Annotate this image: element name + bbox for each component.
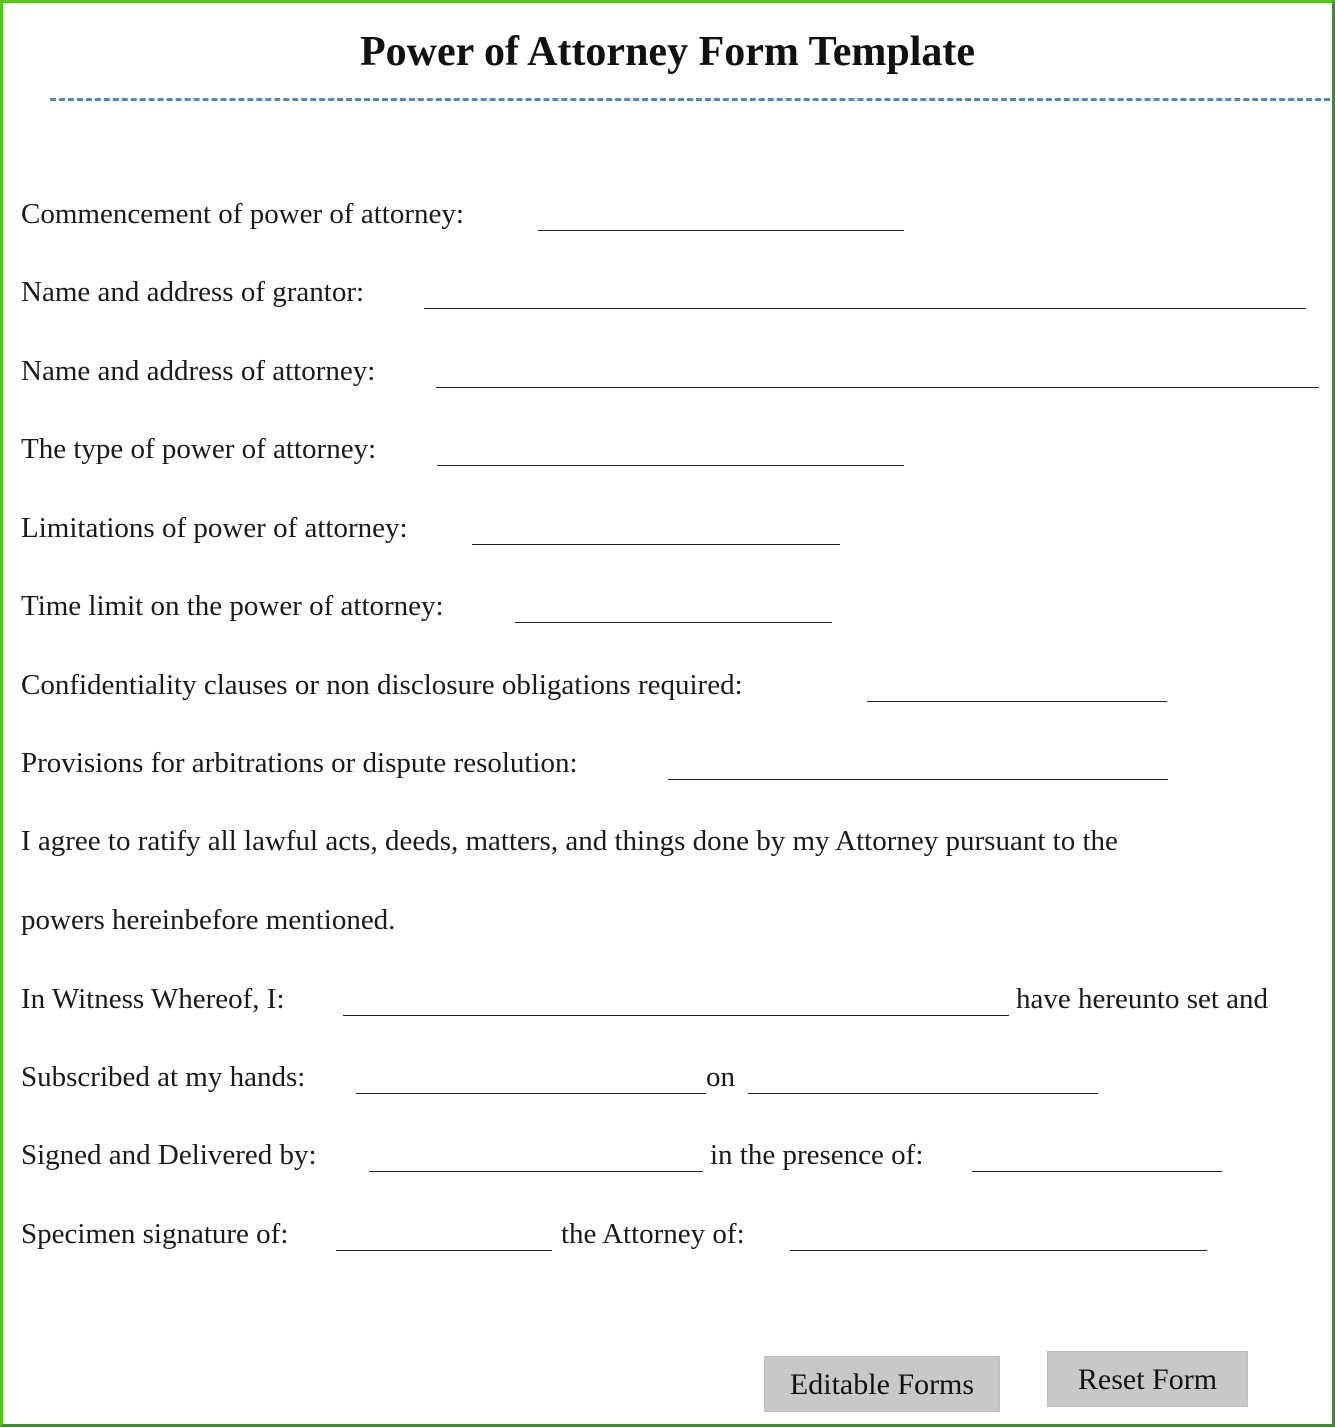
time-limit-field[interactable]	[515, 622, 832, 623]
title-divider	[50, 98, 1330, 101]
attorney-of-label: the Attorney of:	[561, 1218, 745, 1250]
subscribed-label: Subscribed at my hands:	[21, 1061, 306, 1093]
agreement-text-2: powers hereinbefore mentioned.	[21, 904, 396, 936]
editable-forms-button[interactable]: Editable Forms	[764, 1356, 1000, 1412]
subscribed-on-label: on	[706, 1061, 735, 1093]
grantor-field[interactable]	[424, 308, 1306, 309]
commencement-label: Commencement of power of attorney:	[21, 198, 464, 230]
limitations-field[interactable]	[472, 544, 840, 545]
presence-label: in the presence of:	[710, 1139, 924, 1171]
provisions-field[interactable]	[668, 779, 1168, 780]
subscribed-place-field[interactable]	[356, 1093, 706, 1094]
signed-label: Signed and Delivered by:	[21, 1139, 317, 1171]
time-limit-label: Time limit on the power of attorney:	[21, 590, 444, 622]
attorney-field[interactable]	[436, 387, 1319, 388]
limitations-label: Limitations of power of attorney:	[21, 512, 408, 544]
signed-by-field[interactable]	[369, 1171, 703, 1172]
agreement-text-1: I agree to ratify all lawful acts, deeds, matters, and things done by my Attorney pursuant to the	[21, 825, 1118, 857]
witness-suffix: have hereunto set and	[1016, 983, 1269, 1015]
confidentiality-field[interactable]	[867, 701, 1167, 702]
specimen-signature-field[interactable]	[336, 1250, 552, 1251]
specimen-label: Specimen signature of:	[21, 1218, 289, 1250]
confidentiality-label: Confidentiality clauses or non disclosure obligations required:	[21, 669, 743, 701]
provisions-label: Provisions for arbitrations or dispute resolution:	[21, 747, 578, 779]
grantor-label: Name and address of grantor:	[21, 276, 365, 308]
witness-name-field[interactable]	[343, 1015, 1009, 1016]
type-label: The type of power of attorney:	[21, 433, 377, 465]
attorney-label: Name and address of attorney:	[21, 355, 376, 387]
commencement-field[interactable]	[538, 230, 904, 231]
witness-label: In Witness Whereof, I:	[21, 983, 285, 1015]
attorney-of-field[interactable]	[790, 1250, 1207, 1251]
reset-form-button[interactable]: Reset Form	[1047, 1351, 1248, 1407]
subscribed-date-field[interactable]	[748, 1093, 1098, 1094]
presence-field[interactable]	[972, 1171, 1222, 1172]
page-title: Power of Attorney Form Template	[359, 29, 976, 75]
type-field[interactable]	[437, 465, 904, 466]
